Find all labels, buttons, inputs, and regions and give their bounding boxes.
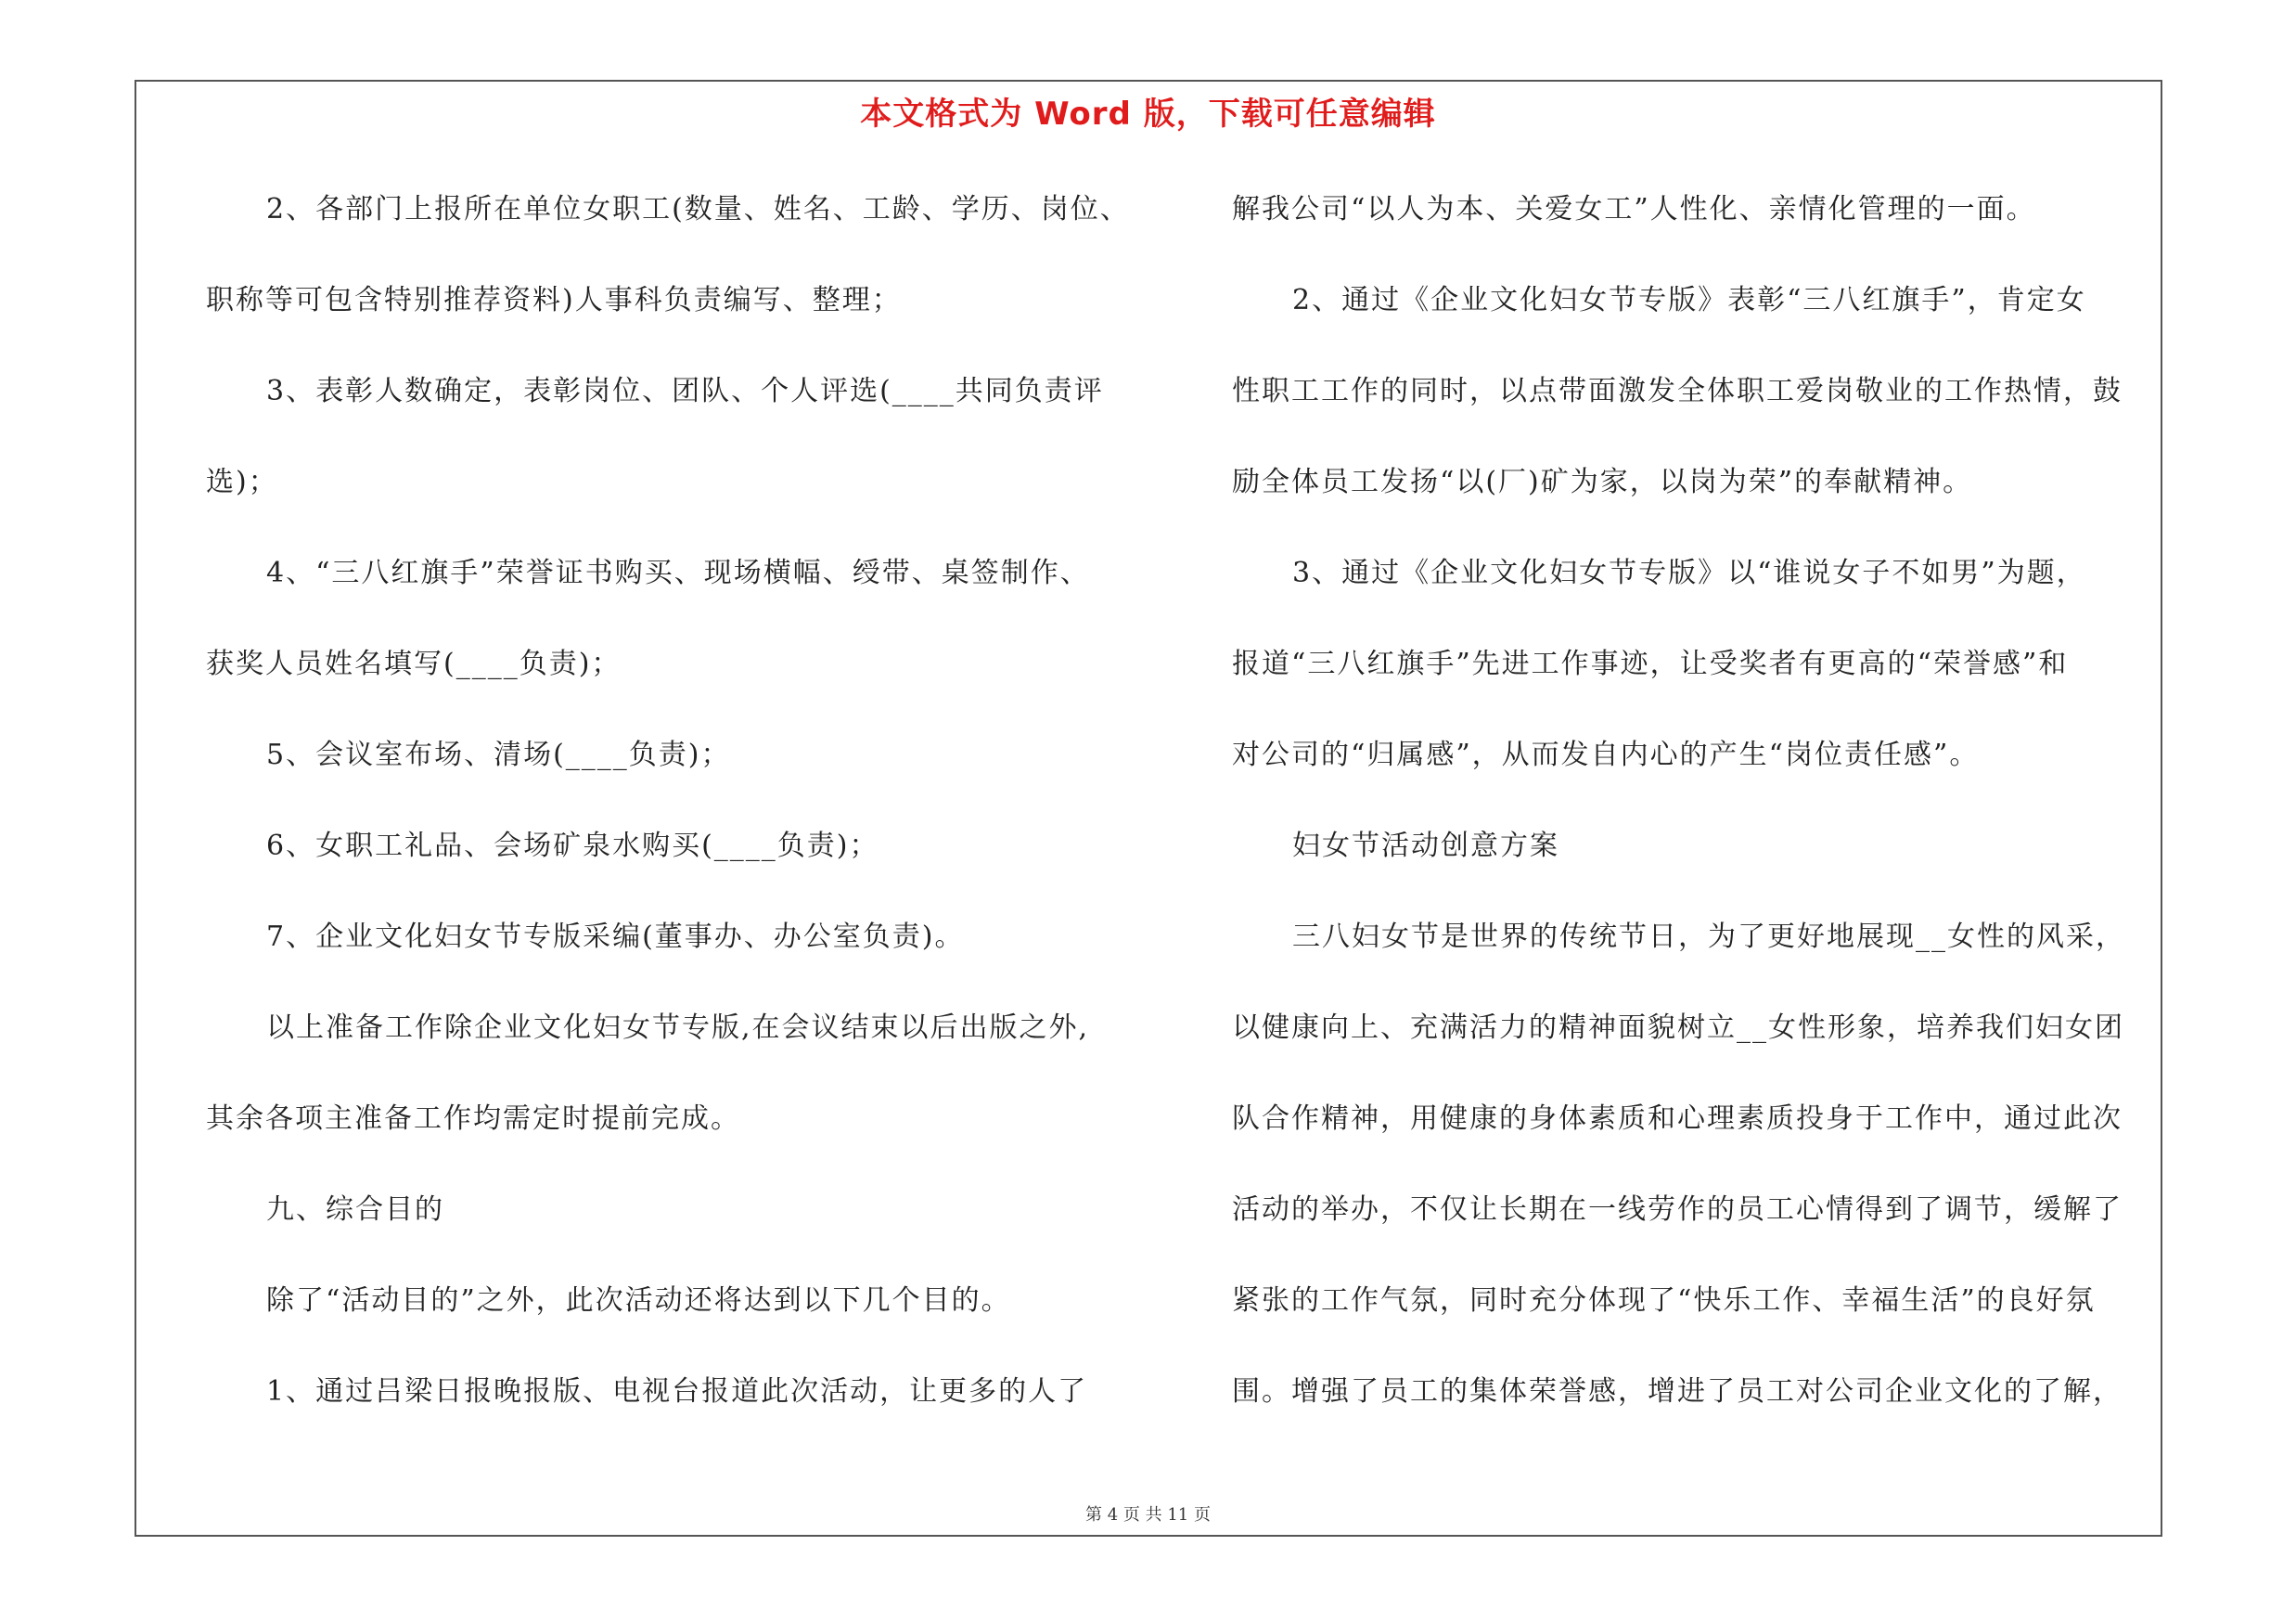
paragraph-line: 以健康向上、充满活力的精神面貌树立__女性形象，培养我们妇女团: [1232, 1011, 2124, 1044]
paragraph-line: 7、企业文化妇女节专版采编(董事办、办公室负责)。: [266, 921, 965, 953]
paragraph-line: 围。增强了员工的集体荣誉感，增进了员工对公司企业文化的了解，: [1232, 1375, 2123, 1408]
paragraph-line: 5、会议室布场、清场(____负责)；: [266, 739, 731, 771]
paragraph-line: 2、各部门上报所在单位女职工(数量、姓名、工龄、学历、岗位、: [266, 193, 1130, 225]
section-heading: 妇女节活动创意方案: [1292, 830, 1559, 862]
paragraph-line: 职称等可包含特别推荐资料)人事科负责编写、整理；: [206, 284, 902, 316]
paragraph-line: 活动的举办，不仅让长期在一线劳作的员工心情得到了调节，缓解了: [1232, 1193, 2123, 1226]
page-number-footer: 第 4 页 共 11 页: [1085, 1505, 1211, 1525]
paragraph-line: 获奖人员姓名填写(____负责)；: [206, 648, 622, 680]
paragraph-line: 三八妇女节是世界的传统节日，为了更好地展现__女性的风采，: [1292, 921, 2125, 953]
paragraph-line: 2、通过《企业文化妇女节专版》表彰“三八红旗手”，肯定女: [1292, 284, 2086, 316]
paragraph-line: 队合作精神，用健康的身体素质和心理素质投身于工作中，通过此次: [1232, 1102, 2123, 1135]
paragraph-line: 6、女职工礼品、会场矿泉水购买(____负责)；: [266, 830, 879, 862]
paragraph-line: 4、“三八红旗手”荣誉证书购买、现场横幅、绶带、桌签制作、: [266, 557, 1090, 589]
word-format-banner: 本文格式为 Word 版，下载可任意编辑: [860, 96, 1436, 133]
paragraph-line: 3、通过《企业文化妇女节专版》以“谁说女子不如男”为题，: [1292, 557, 2086, 589]
paragraph-line: 励全体员工发扬“以(厂)矿为家，以岗为荣”的奉献精神。: [1232, 466, 1973, 498]
paragraph-line: 1、通过吕梁日报晚报版、电视台报道此次活动，让更多的人了: [266, 1375, 1088, 1408]
paragraph-line: 3、表彰人数确定，表彰岗位、团队、个人评选(____共同负责评: [266, 375, 1104, 407]
paragraph-line: 性职工工作的同时，以点带面激发全体职工爱岗敬业的工作热情，鼓: [1232, 375, 2123, 407]
paragraph-line: 报道“三八红旗手”先进工作事迹，让受奖者有更高的“荣誉感”和: [1232, 648, 2069, 680]
paragraph-line: 解我公司“以人为本、关爱女工”人性化、亲情化管理的一面。: [1232, 193, 2036, 225]
paragraph-line: 对公司的“归属感”，从而发自内心的产生“岗位责任感”。: [1232, 739, 1980, 771]
paragraph-line: 选)；: [206, 466, 278, 498]
paragraph-line: 紧张的工作气氛，同时充分体现了“快乐工作、幸福生活”的良好氛: [1232, 1284, 2096, 1317]
section-heading: 九、综合目的: [266, 1193, 444, 1226]
paragraph-line: 除了“活动目的”之外，此次活动还将达到以下几个目的。: [266, 1284, 1011, 1317]
paragraph-line: 其余各项主准备工作均需定时提前完成。: [206, 1102, 740, 1135]
paragraph-line: 以上准备工作除企业文化妇女节专版,在会议结束以后出版之外,: [266, 1011, 1090, 1044]
